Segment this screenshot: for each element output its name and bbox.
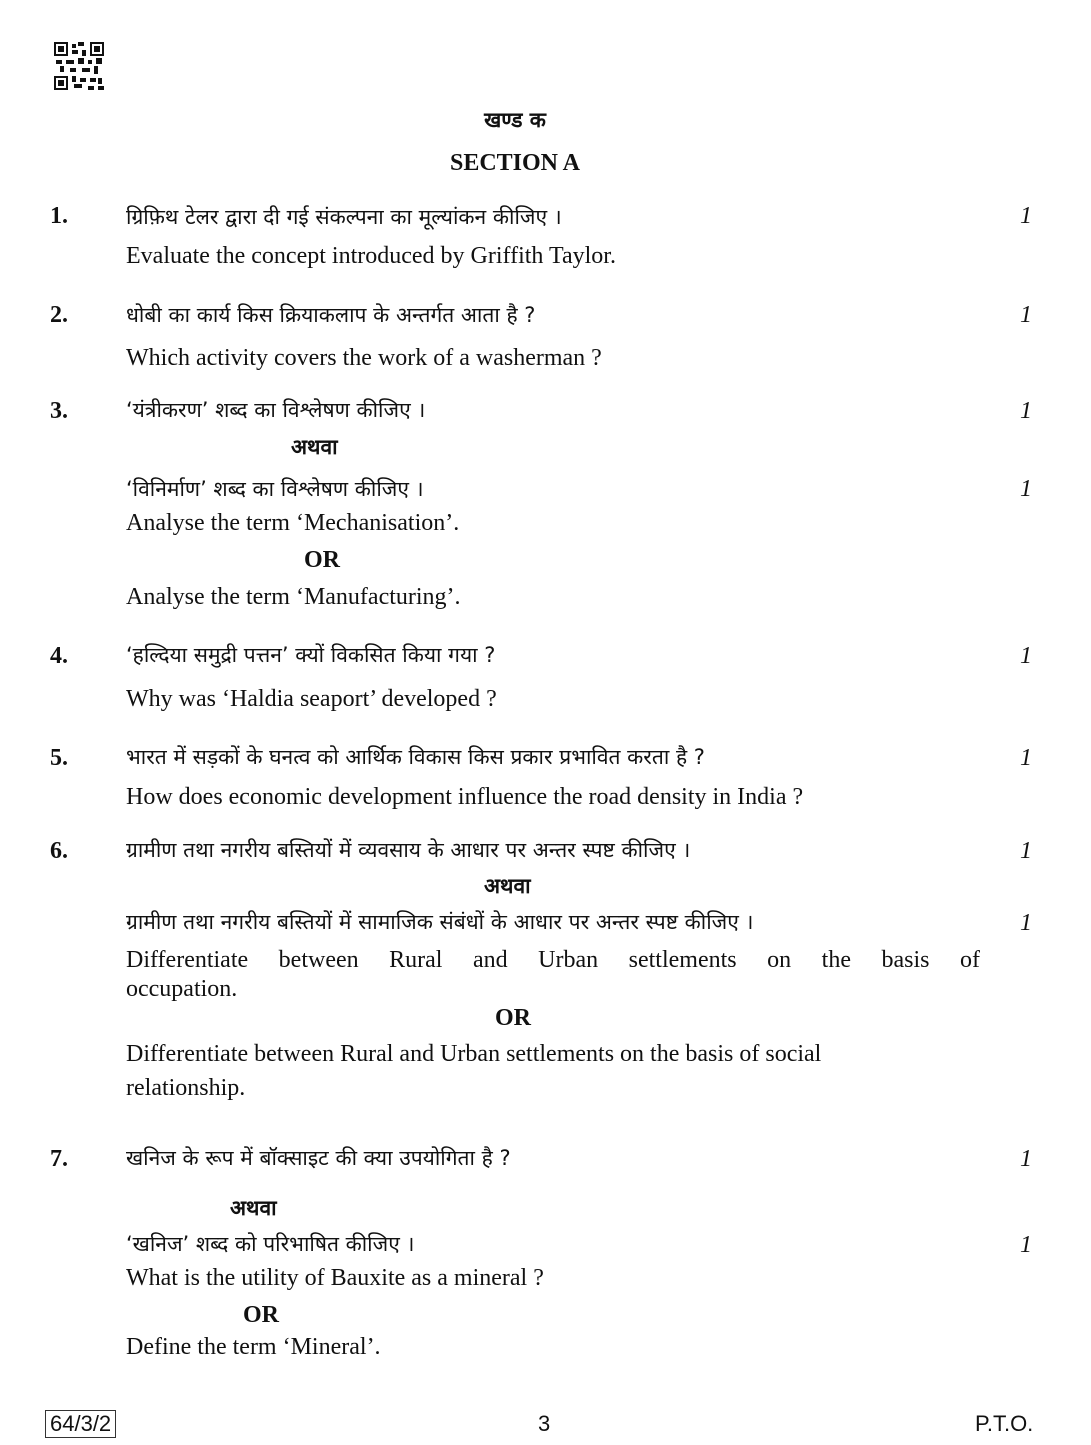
marks: 1 — [1020, 302, 1032, 328]
marks: 1 — [1020, 745, 1032, 771]
or-label-hindi: अथवा — [230, 1196, 277, 1220]
alternative-question-hindi: ग्रामीण तथा नगरीय बस्तियों में सामाजिक संबंधों के आधार पर अन्तर स्पष्ट कीजिए । — [126, 910, 754, 934]
marks: 1 — [1020, 1146, 1032, 1172]
marks: 1 — [1020, 838, 1032, 864]
question-number: 4. — [50, 643, 68, 669]
question-number: 5. — [50, 745, 68, 771]
alternative-marks: 1 — [1020, 910, 1032, 936]
or-label-english: OR — [495, 1005, 531, 1031]
question-text-english: Why was ‘Haldia seaport’ developed ? — [126, 686, 497, 712]
marks: 1 — [1020, 398, 1032, 424]
section-title-english: SECTION A — [449, 150, 581, 176]
alternative-question-english: Define the term ‘Mineral’. — [126, 1334, 381, 1360]
marks: 1 — [1020, 643, 1032, 669]
alternative-marks: 1 — [1020, 476, 1032, 502]
question-text-english: Analyse the term ‘Mechanisation’. — [126, 510, 460, 536]
or-label-english: OR — [243, 1302, 279, 1328]
question-text-hindi: ग्रामीण तथा नगरीय बस्तियों में व्यवसाय के आधार पर अन्तर स्पष्ट कीजिए । — [126, 838, 691, 862]
alternative-question-hindi: ‘खनिज’ शब्द को परिभाषित कीजिए । — [126, 1232, 415, 1256]
paper-code: 64/3/2 — [45, 1410, 116, 1438]
alternative-question-english-continued: relationship. — [126, 1075, 246, 1101]
alternative-question-english: Analyse the term ‘Manufacturing’. — [126, 584, 461, 610]
question-number: 3. — [50, 398, 68, 424]
section-title-hindi: खण्ड क — [484, 108, 546, 132]
question-text-english: Which activity covers the work of a washerman ? — [126, 345, 602, 371]
alternative-marks: 1 — [1020, 1232, 1032, 1258]
question-text-english: How does economic development influence the road density in India ? — [126, 784, 804, 810]
question-text-hindi: खनिज के रूप में बॉक्साइट की क्या उपयोगिता है ? — [126, 1146, 511, 1170]
question-text-english: What is the utility of Bauxite as a mineral ? — [126, 1265, 544, 1291]
question-text-hindi: ‘हल्दिया समुद्री पत्तन’ क्यों विकसित किया गया ? — [126, 643, 496, 667]
question-text-hindi: ‘यंत्रीकरण’ शब्द का विश्लेषण कीजिए । — [126, 398, 426, 422]
question-text-english: Differentiate between Rural and Urban settlements on the basis of — [126, 947, 980, 973]
question-text-hindi: भारत में सड़कों के घनत्व को आर्थिक विकास किस प्रकार प्रभावित करता है ? — [126, 745, 705, 769]
or-label-english: OR — [304, 547, 340, 573]
alternative-question-hindi: ‘विनिर्माण’ शब्द का विश्लेषण कीजिए । — [126, 477, 424, 501]
question-number: 1. — [50, 203, 68, 229]
question-number: 6. — [50, 838, 68, 864]
alternative-question-english: Differentiate between Rural and Urban settlements on the basis of social — [126, 1041, 822, 1067]
question-text-english-continued: occupation. — [126, 976, 238, 1002]
question-text-hindi: धोबी का कार्य किस क्रियाकलाप के अन्तर्गत आता है ? — [126, 303, 536, 327]
page-number: 3 — [538, 1411, 551, 1436]
or-label-hindi: अथवा — [484, 874, 531, 898]
marks: 1 — [1020, 203, 1032, 229]
question-text-hindi: ग्रिफ़िथ टेलर द्वारा दी गई संकल्पना का मूल्यांकन कीजिए । — [126, 205, 562, 229]
question-number: 7. — [50, 1146, 68, 1172]
or-label-hindi: अथवा — [291, 435, 338, 459]
question-number: 2. — [50, 302, 68, 328]
question-text-english: Evaluate the concept introduced by Griffith Taylor. — [126, 243, 616, 269]
qr-code-icon — [54, 42, 104, 90]
please-turn-over: P.T.O. — [975, 1411, 1034, 1436]
